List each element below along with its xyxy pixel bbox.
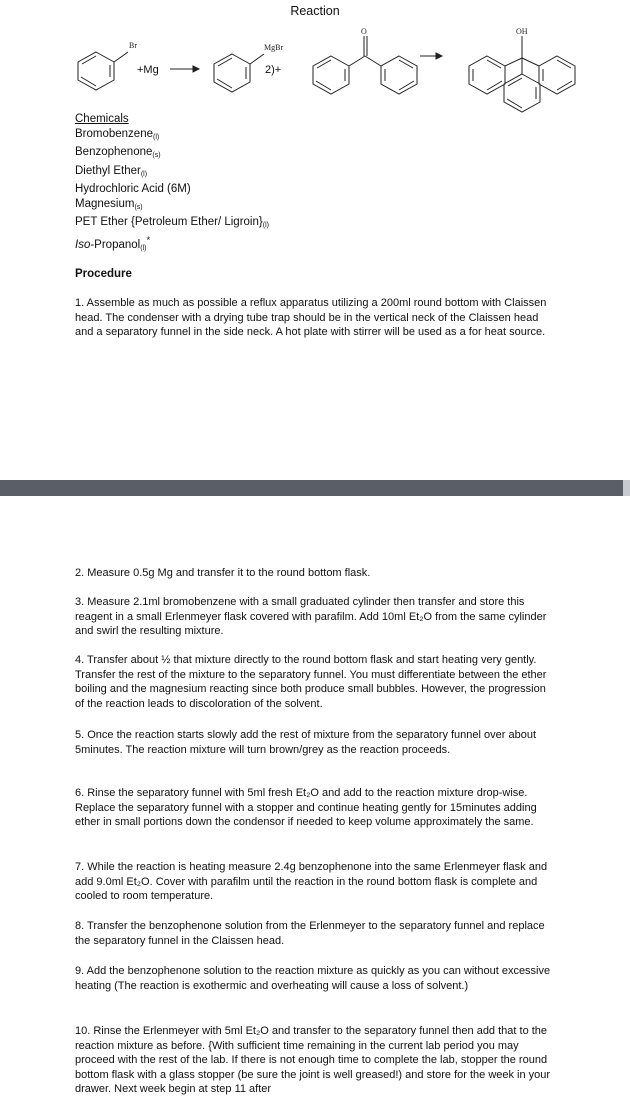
chemical-item: Hydrochloric Acid (6M): [75, 183, 191, 195]
document-page-1: [0, 0, 630, 480]
chemical-item: PET Ether {Petroleum Ether/ $Ligroin\}_{(l)}$: [75, 216, 269, 229]
procedure-step-4: 4. Transfer about ½ that mixture directly to the round bottom flask and start heating very gently. Transfer the rest of the mixture to the separatory funnel. You must differentiate between the ether boiling and the magnesium reacting since both produce small bubbles. However, the progression of the reaction leads to discoloration of the solvent.: [75, 654, 547, 710]
chemical-item: Magnesium$_{(s)}$: [75, 197, 143, 211]
benzophenone-structure: [313, 36, 417, 94]
procedure-heading: Procedure: [75, 268, 132, 280]
bromo-br-label: Br: [129, 41, 137, 50]
chemicals-heading: Chemicals: [75, 113, 129, 125]
bromobenzene-structure: [78, 52, 128, 90]
procedure-step-6: 6. Rinse the separatory funnel with 5ml fresh Et₂O and add to the reaction mixture drop-wise. Replace the separatory funnel with a stopper and continue heating gently for 15minutes adding ether in small portions down the condensor if needed to keep volume approximately the same.: [75, 787, 537, 828]
reaction-title: Reaction: [290, 4, 340, 18]
step2-plus-label: 2)+: [265, 64, 282, 76]
chemicals-list: [75, 112, 269, 256]
page-break-divider: [0, 480, 630, 496]
grignard-structure: [214, 54, 264, 92]
triphenylmethanol-structure: [469, 36, 575, 112]
procedure-step-1: 1. Assemble as much as possible a reflux apparatus utilizing a 200ml round bottom with Claissen head. The condenser with a drying tube trap should be in the vertical neck of the Claissen head and a separatory funnel in the side neck. A hot plate with stirrer will be used as a for heat source.: [75, 297, 547, 338]
procedure-step-5: 5. Once the reaction starts slowly add the rest of mixture from the separatory funnel over about 5minutes. The reaction mixture will turn brown/grey as the reaction proceeds.: [75, 729, 537, 756]
procedure-step-9: 9. Add the benzophenone solution to the reaction mixture as quickly as you can without excessive heating (The reaction is exothermic and overheating will cause a loss of solvent.): [75, 965, 551, 992]
procedure-step-2: 2. Measure 0.5g Mg and transfer it to the round bottom flask.: [75, 567, 371, 579]
scrollbar-thumb[interactable]: [623, 480, 630, 496]
reaction-arrow-1: [170, 66, 199, 72]
procedure-step-7: 7. While the reaction is heating measure 2.4g benzophenone into the same Erlenmeyer flask and add 9.0ml Et₂O. Cover with parafilm until the reaction in the round bottom flask is complete and cooled to room temperature.: [75, 861, 548, 902]
procedure-step-3: 3. Measure 2.1ml bromobenzene with a small graduated cylinder then transfer and store this reagent in a small Erlenmeyer flask covered with parafilm. Add 10ml Et₂O from the same cylinder and swirl the resulting mixture.: [75, 596, 547, 637]
mgbr-label: MgBr: [264, 43, 284, 52]
chemical-item: Diethyl Ether$_{(l)}$: [75, 164, 148, 178]
chemical-item: Benzophenone$_{(s)}$: [75, 146, 161, 159]
document-page-2: [0, 496, 630, 1106]
chemical-item: Bromobenzene$_{(l)}$: [75, 127, 160, 141]
procedure-step-8: 8. Transfer the benzophenone solution from the Erlenmeyer to the separatory funnel and replace the separatory funnel in the Claissen head.: [75, 920, 545, 947]
hydroxyl-label: OH: [516, 27, 528, 36]
carbonyl-o-label: O: [361, 27, 367, 36]
chemical-item: Iso-Propanol$_{(l)}$*: [75, 234, 151, 252]
reaction-arrow-2: [420, 53, 442, 59]
plus-mg-label: +Mg: [137, 64, 159, 76]
procedure-step-10: 10. Rinse the Erlenmeyer with 5ml Et₂O and transfer to the separatory funnel then add that to the reaction mixture as before. {With sufficient time remaining in the current lab period you may proceed with the rest of the lab. If there is not enough time to complete the lab, stopper the round bottom flask with a glass stopper (be sure the joint is well greased!) and store for the week in your drawer. Next week begin at step 11 after: [75, 1025, 551, 1095]
reaction-scheme: [0, 14, 630, 114]
